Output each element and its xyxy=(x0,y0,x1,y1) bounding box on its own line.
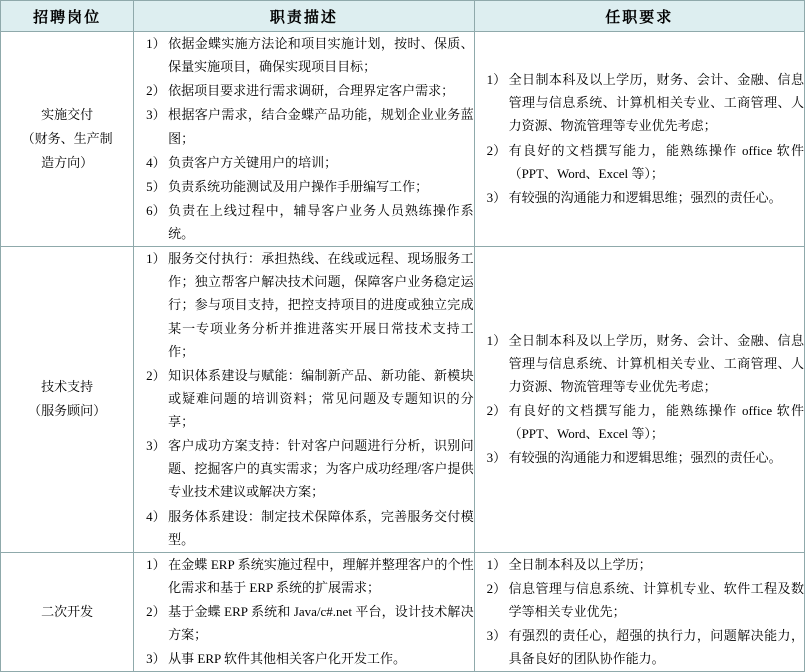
list-text: 有较强的沟通能力和逻辑思维；强烈的责任心。 xyxy=(508,450,782,466)
requirement-list xyxy=(475,553,804,671)
list-text: 负责系统功能测试及用户操作手册编写工作； xyxy=(168,178,429,194)
requirement-cell xyxy=(474,32,804,247)
list-item xyxy=(475,139,804,185)
list-item xyxy=(134,247,473,363)
list-text: 有强烈的责任心，超强的执行力，问题解决能力，具备良好的团队协作能力。 xyxy=(508,628,804,667)
list-number: 3） xyxy=(486,450,507,466)
list-text: 全日制本科及以上学历，财务、会计、金融、信息管理与信息系统、计算机相关专业、工商管理、人力资源、物流管理等专业优先考虑； xyxy=(508,72,804,134)
list-number: 3） xyxy=(486,628,507,644)
list-text: 服务交付执行：承担热线、在线或远程、现场服务工作；独立帮客户解决技术问题，保障客户业务稳定运行；参与项目支持，把控支持项目的进度或独立完成某一专项业务分析并推进落实开展日常技术支持工作； xyxy=(168,251,474,359)
list-number: 3） xyxy=(146,107,166,123)
list-number: 1） xyxy=(486,556,507,572)
list-text: 信息管理与信息系统、计算机专业、软件工程及数学等相关专业优先； xyxy=(508,580,804,619)
role-label-line: 技术支持 xyxy=(41,379,94,395)
role-label-line: 造方向） xyxy=(41,155,94,171)
list-number: 4） xyxy=(146,154,166,170)
list-text: 依据金蝶实施方法论和项目实施计划，按时、保质、保量实施项目，确保实现项目目标； xyxy=(168,36,474,75)
list-text: 在金蝶 ERP 系统实施过程中，理解并整理客户的个性化需求和基于 ERP 系统的扩展需求； xyxy=(168,556,474,595)
header-row xyxy=(1,1,805,32)
list-item xyxy=(475,577,804,623)
list-text: 服务体系建设：制定技术保障体系，完善服务交付模型。 xyxy=(168,508,474,547)
list-item xyxy=(475,68,804,137)
column-header-requirement: 任职要求 xyxy=(474,1,804,32)
list-text: 负责客户方关键用户的培训； xyxy=(168,154,338,170)
duty-cell xyxy=(134,552,474,672)
list-item xyxy=(475,329,804,398)
column-header-duty: 职责描述 xyxy=(134,1,474,32)
list-item xyxy=(134,505,473,551)
list-number: 2） xyxy=(146,367,166,383)
list-number: 1） xyxy=(486,72,507,88)
list-number: 1） xyxy=(146,251,166,267)
list-text: 根据客户需求，结合金蝶产品功能，规划企业业务蓝图； xyxy=(168,107,474,146)
list-item xyxy=(475,624,804,670)
list-number: 3） xyxy=(146,651,166,667)
list-number: 1） xyxy=(486,332,507,348)
list-text: 有较强的沟通能力和逻辑思维；强烈的责任心。 xyxy=(508,189,782,205)
list-number: 2） xyxy=(146,604,166,619)
list-item xyxy=(134,32,473,78)
list-item xyxy=(134,600,473,646)
table-header xyxy=(1,1,805,32)
list-item xyxy=(134,434,473,503)
role-label-line: 实施交付 xyxy=(41,106,94,122)
list-number: 2） xyxy=(486,142,507,158)
list-number: 6） xyxy=(146,202,166,218)
requirement-list xyxy=(475,68,804,209)
list-item xyxy=(475,553,804,576)
list-item xyxy=(134,553,473,599)
list-number: 2） xyxy=(146,83,166,99)
list-item xyxy=(134,364,473,433)
table-row xyxy=(1,32,805,247)
duty-list xyxy=(134,32,473,245)
duty-cell xyxy=(134,247,474,553)
list-text: 有良好的文档撰写能力，能熟练操作 office 软件（PPT、Word、Excel 等）； xyxy=(508,402,804,442)
list-item xyxy=(134,175,473,198)
list-number: 1） xyxy=(146,556,166,572)
list-text: 全日制本科及以上学历； xyxy=(508,556,652,572)
table-row xyxy=(1,552,805,672)
requirement-cell xyxy=(474,247,804,553)
list-text: 知识体系建设与赋能：编制新产品、新功能、新模块或疑难问题的培训资料；常见问题及专题知识的分享； xyxy=(168,367,474,429)
list-number: 2） xyxy=(486,402,507,418)
role-cell xyxy=(1,247,134,553)
duty-list xyxy=(134,247,473,551)
column-header-role: 招聘岗位 xyxy=(1,1,134,32)
list-number: 2） xyxy=(486,580,507,596)
list-number: 4） xyxy=(146,508,166,524)
list-item xyxy=(134,79,473,102)
list-number: 3） xyxy=(486,189,507,205)
list-text: 依据项目要求进行需求调研，合理界定客户需求； xyxy=(168,83,455,99)
role-cell xyxy=(1,32,134,247)
role-label-line: 二次开发 xyxy=(41,604,94,620)
requirement-list xyxy=(475,329,804,470)
list-text: 客户成功方案支持：针对客户问题进行分析，识别问题、挖掘客户的真实需求；为客户成功经理/客户提供专业技术建议或解决方案； xyxy=(168,438,474,500)
role-label-line: （财务、生产制 xyxy=(21,131,113,147)
list-item xyxy=(475,399,804,445)
duty-list xyxy=(134,553,473,671)
list-item xyxy=(134,199,473,245)
list-item xyxy=(134,151,473,174)
list-text: 从事 ERP 软件其他相关客户化开发工作。 xyxy=(168,651,407,667)
table-body xyxy=(1,32,805,672)
list-text: 负责在上线过程中，辅导客户业务人员熟练操作系统。 xyxy=(168,202,474,241)
list-item xyxy=(475,186,804,209)
duty-cell xyxy=(134,32,474,247)
table-row xyxy=(1,247,805,553)
list-number: 5） xyxy=(146,178,166,194)
list-item xyxy=(475,446,804,469)
list-text: 基于金蝶 ERP 系统和 Java/c#.net 平台，设计技术解决方案； xyxy=(168,604,474,643)
role-label-line: （服务顾问） xyxy=(28,403,107,419)
list-text: 全日制本科及以上学历，财务、会计、金融、信息管理与信息系统、计算机相关专业、工商管理、人力资源、物流管理等专业优先考虑； xyxy=(508,332,804,394)
list-item xyxy=(134,103,473,149)
role-cell xyxy=(1,552,134,672)
requirement-cell xyxy=(474,552,804,672)
list-item xyxy=(134,647,473,670)
list-number: 3） xyxy=(146,438,166,454)
list-number: 1） xyxy=(146,36,166,51)
list-text: 有良好的文档撰写能力，能熟练操作 office 软件（PPT、Word、Excel 等）； xyxy=(508,142,804,181)
